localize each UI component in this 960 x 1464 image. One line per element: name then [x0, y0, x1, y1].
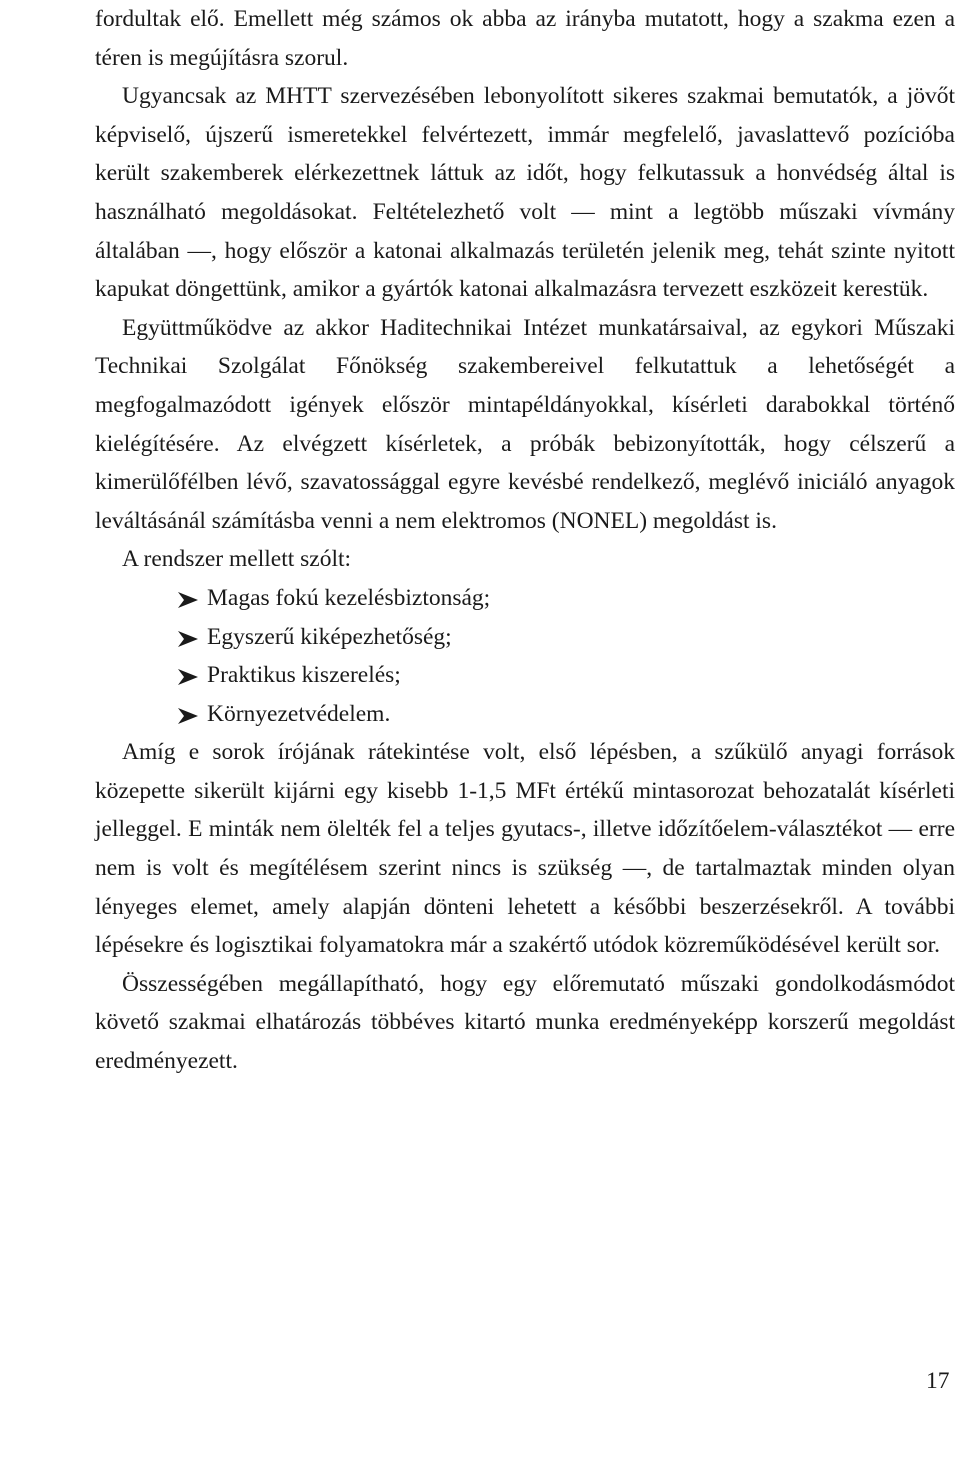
page-number: 17 — [926, 1368, 950, 1394]
body-text — [95, 0, 955, 1081]
arrowhead-bullet-icon — [175, 618, 201, 656]
paragraph-samples: Amíg e sorok írójának rátekintése volt, első lépésben, a szűkülő anyagi források közepette sikerült kijárni egy kisebb 1-1,5 MFt értékű mintasorozat behozatalát kísérleti jelleggel. E minták nem ölelték fel a teljes gyutacs-, illetve időzítőelem-választékot — erre nem is volt és megítélésem szerint nincs is szükség —, de tartalmaztak minden olyan lényeges elemet, amely alapján dönteni lehetett a későbbi beszerzésekről. A további lépésekre és logisztikai folyamatokra már a szakértő utódok közreműködésével került sor. — [95, 739, 955, 959]
list-item — [95, 695, 955, 734]
list-item-text: Magas fokú kezelésbiztonság; — [207, 584, 491, 611]
list-item — [95, 656, 955, 695]
paragraph-continuation: fordultak elő. Emellett még számos ok abba az irányba mutatott, hogy a szakma ezen a téren is megújításra szorul. — [95, 6, 955, 71]
arrowhead-bullet-icon — [175, 695, 201, 733]
arrowhead-bullet-icon — [175, 579, 201, 617]
advantages-list — [95, 579, 955, 733]
arrowhead-bullet-icon — [175, 656, 201, 694]
list-item-text: Egyszerű kiképezhetőség; — [207, 623, 452, 650]
list-item-text: Környezetvédelem. — [207, 700, 391, 727]
paragraph-mhtt-presentations: Ugyancsak az MHTT szervezésében lebonyolított sikeres szakmai bemutatók, a jövőt képviselő, újszerű ismeretekkel felvértezett, immár megfelelő, javaslattevő pozícióba került szakemberek elérkezettnek láttuk az időt, hogy felkutassuk a honvédség által is használható megoldásokat. Feltételezhető volt — mint a legtöbb műszaki vívmány általában —, hogy először a katonai alkalmazás területén jelenik meg, tehát szinte nyitott kapukat döngettünk, amikor a gyártók katonai alkalmazásra tervezett eszközeit kerestük. — [95, 83, 955, 303]
paragraph-summary: Összességében megállapítható, hogy egy előremutató műszaki gondolkodásmódot követő szakmai elhatározás többéves kitartó munka eredményeképp korszerű megoldást eredményezett. — [95, 970, 955, 1075]
paragraph-cooperation: Együttműködve az akkor Haditechnikai Intézet munkatársaival, az egykori Műszaki Technikai Szolgálat Főnökség szakembereivel felkutattuk a lehetőségét a megfogalmazódott igények először mintapéldányokkal, kísérleti darabokkal történő kielégítésére. Az elvégzett kísérletek, a próbák bebizonyították, hogy célszerű a kimerülőfélben lévő, szavatossággal egyre kevésbé rendelkező, meglévő iniciáló anyagok leváltásánál számításba venni a nem elektromos (NONEL) megoldást is. — [95, 314, 955, 534]
list-item — [95, 618, 955, 657]
paragraph-list-intro: A rendszer mellett szólt: — [122, 546, 352, 573]
list-item-text: Praktikus kiszerelés; — [207, 662, 401, 689]
list-item — [95, 579, 955, 618]
